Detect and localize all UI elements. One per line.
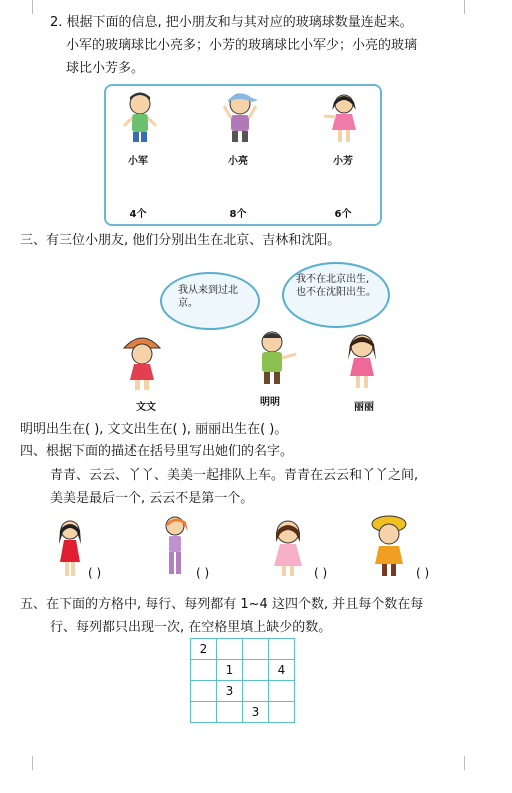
grid-cell[interactable]: 3 (243, 702, 269, 723)
marble-count: 4个 (129, 209, 147, 220)
grid-cell[interactable] (269, 681, 295, 702)
answer-blank[interactable]: ( ) (196, 566, 210, 580)
q4-heading: 四、根据下面的描述在括号里写出她们的名字。 (20, 444, 294, 459)
kid-name: 丽丽 (354, 402, 374, 413)
grid-cell[interactable] (191, 681, 217, 702)
grid-cell[interactable] (269, 639, 295, 660)
boy-icon (250, 328, 300, 386)
kid-name: 小亮 (228, 156, 248, 167)
girl-yellow-hat-icon (370, 514, 408, 580)
boy-icon (120, 90, 160, 145)
grid-cell[interactable]: 1 (217, 660, 243, 681)
bubble-text: 我不在北京出生,也不在沈阳出生。 (296, 274, 376, 298)
q5-line2: 行、每列都只出现一次, 在空格里填上缺少的数。 (50, 620, 332, 635)
girl-icon (318, 90, 362, 145)
kid-name: 小军 (128, 156, 148, 167)
number-grid (190, 638, 295, 723)
q2-line2: 小军的玻璃球比小亮多；小芳的玻璃球比小军少；小亮的玻璃 (66, 38, 418, 53)
marble-count: 6个 (334, 209, 352, 220)
girl-red-dress-icon (55, 518, 85, 580)
boy-cap-icon (218, 88, 262, 145)
girl-ponytail-icon (160, 514, 190, 580)
girl-icon (342, 330, 382, 392)
grid-cell[interactable] (191, 660, 217, 681)
kid-name: 文文 (136, 402, 156, 413)
q4-line2: 美美是最后一个, 云云不是第一个。 (50, 491, 254, 506)
q5-line1: 五、在下面的方格中, 每行、每列都有 1~4 这四个数, 并且每个数在每 (20, 597, 424, 612)
answer-blank[interactable]: ( ) (88, 566, 102, 580)
q2-line1: 2. 根据下面的信息, 把小朋友和与其对应的玻璃球数量连起来。 (50, 15, 413, 30)
grid-cell[interactable] (217, 639, 243, 660)
crop-mark (18, 0, 33, 14)
answer-blank[interactable]: ( ) (416, 566, 430, 580)
grid-cell[interactable]: 2 (191, 639, 217, 660)
q3-answer-line: 明明出生在( ), 文文出生在( ), 丽丽出生在( )。 (20, 422, 288, 437)
grid-cell[interactable] (217, 702, 243, 723)
grid-cell[interactable]: 3 (217, 681, 243, 702)
bubble-text: 我从来到过北京。 (178, 285, 238, 309)
grid-cell[interactable] (243, 681, 269, 702)
girl-pink-icon (270, 518, 306, 580)
speech-bubble-right (282, 262, 390, 328)
crop-mark (18, 756, 33, 770)
speech-bubble-left (160, 272, 260, 330)
crop-mark (464, 756, 479, 770)
girl-hat-icon (120, 330, 164, 392)
answer-blank[interactable]: ( ) (314, 566, 328, 580)
grid-cell[interactable] (243, 660, 269, 681)
q2-line3: 球比小芳多。 (66, 61, 145, 76)
grid-cell[interactable] (269, 702, 295, 723)
grid-cell[interactable] (243, 639, 269, 660)
grid-cell[interactable]: 4 (269, 660, 295, 681)
marble-count: 8个 (229, 209, 247, 220)
grid-cell[interactable] (191, 702, 217, 723)
q3-heading: 三、有三位小朋友, 他们分别出生在北京、吉林和沈阳。 (20, 233, 341, 248)
crop-mark (464, 0, 479, 14)
q4-line1: 青青、云云、丫丫、美美一起排队上车。青青在云云和丫丫之间, (50, 468, 419, 483)
kid-name: 小芳 (333, 156, 353, 167)
kid-name: 明明 (260, 397, 280, 408)
